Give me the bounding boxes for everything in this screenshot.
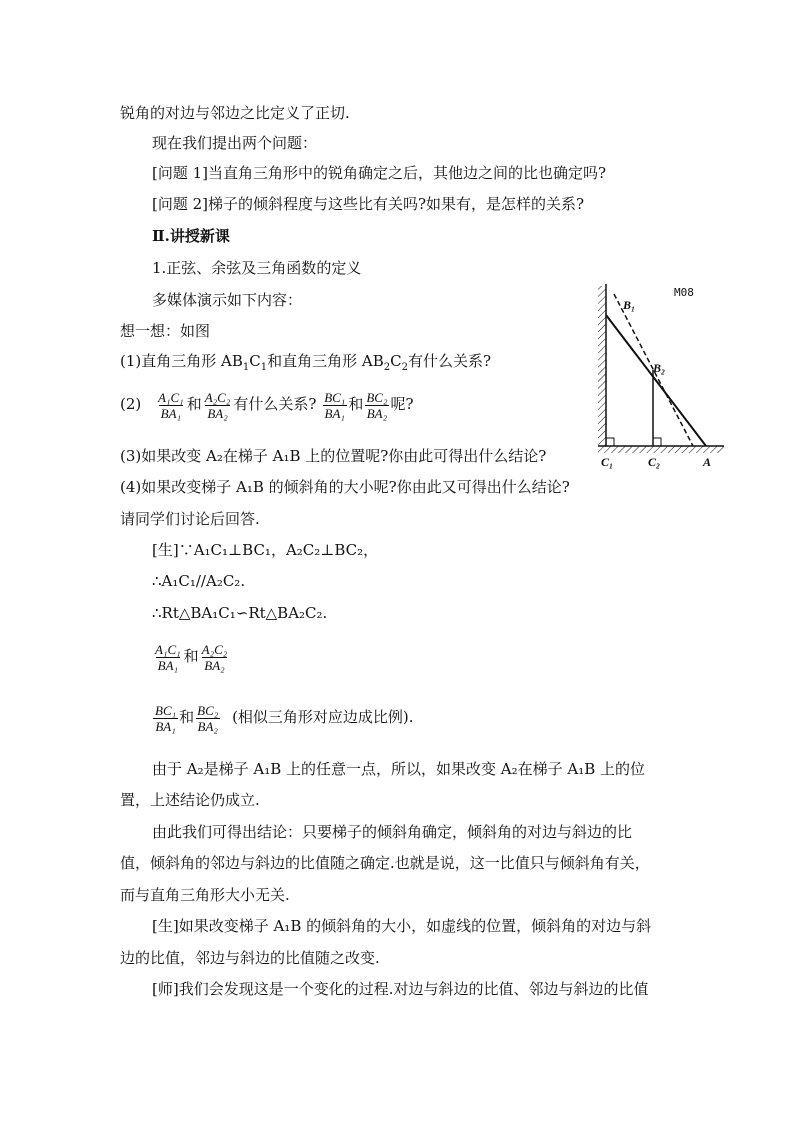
fraction: $\frac{\text{BC₂}}{\text{BA₂}}$ (366, 389, 388, 421)
text-line: 多媒体演示如下内容： (152, 291, 303, 309)
right-angle-mark (653, 438, 661, 446)
math-line: ∴Rt△BA₁C₁∽Rt△BA₂C₂. (152, 604, 328, 622)
label-a: A (703, 455, 712, 469)
think-question-2: (2) $\frac{\text{A₁C₁}}{\text{BA₁}}$ 和 $\frac{\text{A₂C₂}}{\text{BA₂}}$ 有什么关系? $\frac{\text{BC₁}}{\text{BA₁}}$ 和 $\frac{\text{BC₂}}{\text{BA₂}}$ 呢? (120, 389, 414, 421)
fraction: $\frac{\text{A₂C₂}}{\text{BA₂}}$ (201, 641, 228, 673)
ladder-line (606, 315, 706, 446)
paragraph-line: 边的比值，邻边与斜边的比值随之改变. (120, 949, 380, 967)
fraction: $\frac{\text{A₁C₁}}{\text{BA₁}}$ (155, 641, 181, 673)
fraction: $\frac{\text{A₁C₁}}{\text{BA₁}}$ (158, 389, 184, 421)
text-line: 现在我们提出两个问题： (152, 134, 318, 152)
math-line: ∴A₁C₁//A₂C₂. (152, 572, 246, 590)
label-b2: B₂ (653, 361, 666, 375)
figure-code: M08 (674, 286, 694, 299)
fraction: $\frac{\text{BC₂}}{\text{BA₂}}$ (197, 702, 219, 734)
think-question-1: (1)直角三角形 $AB_1C_1$和直角三角形 $AB_2C_2$有什么关系? (120, 352, 492, 373)
fraction-line-2: $\frac{\text{BC₁}}{\text{BA₁}}$ 和 $\frac{\text{BC₂}}{\text{BA₂}}$ (相似三角形对应边成比例). (155, 702, 414, 734)
paragraph-line: [师]我们会发现这是一个变化的过程.对边与斜边的比值、邻边与斜边的比值 (152, 980, 649, 998)
label-c2: C₂ (648, 455, 661, 469)
paragraph-line: 由于 A₂是梯子 A₁B 上的任意一点，所以，如果改变 A₂在梯子 A₁B 上的位 (152, 760, 646, 778)
ground-hatching (598, 446, 724, 453)
student-answer: [生]∵A₁C₁⊥BC₁，A₂C₂⊥BC₂， (152, 541, 379, 559)
section-heading: Ⅱ.讲授新课 (152, 227, 230, 245)
wall-hatching (598, 286, 606, 446)
ladder-figure (586, 280, 736, 476)
text-line: 想一想：如图 (120, 322, 211, 340)
paragraph-line: [生]如果改变梯子 A₁B 的倾斜角的大小，如虚线的位置，倾斜角的对边与斜 (152, 917, 652, 935)
label-c1: C₁ (601, 455, 614, 469)
text-line: 锐角的对边与邻边之比定义了正切. (120, 104, 350, 122)
paragraph-line: 值，倾斜角的邻边与斜边的比值随之确定.也就是说，这一比值只与倾斜角有关， (120, 854, 650, 872)
label-b1: B₁ (623, 298, 636, 312)
think-question-3: (3)如果改变 A₂在梯子 A₁B 上的位置呢?你由此可得出什么结论? (120, 447, 547, 465)
paragraph-line: 置，上述结论仍成立. (120, 791, 260, 809)
question-2: [问题 2]梯子的倾斜程度与这些比有关吗?如果有，是怎样的关系? (152, 195, 585, 213)
fraction: $\frac{\text{BC₁}}{\text{BA₁}}$ (155, 702, 177, 734)
question-1: [问题 1]当直角三角形中的锐角确定之后，其他边之间的比也确定吗? (152, 164, 607, 182)
text-line: 请同学们讨论后回答. (120, 510, 260, 528)
think-question-4: (4)如果改变梯子 A₁B 的倾斜角的大小呢?你由此又可得出什么结论? (120, 478, 570, 496)
fraction: $\frac{\text{BC₁}}{\text{BA₁}}$ (324, 389, 346, 421)
subsection-heading: 1.正弦、余弦及三角函数的定义 (152, 259, 362, 277)
fraction: $\frac{\text{A₂C₂}}{\text{BA₂}}$ (204, 389, 231, 421)
right-angle-mark (606, 438, 614, 446)
paragraph-line: 由此我们可得出结论：只要梯子的倾斜角确定，倾斜角的对边与斜边的比 (152, 823, 633, 841)
fraction-line-1: $\frac{\text{A₁C₁}}{\text{BA₁}}$ 和 $\frac{\text{A₂C₂}}{\text{BA₂}}$ (155, 641, 228, 673)
paragraph-line: 而与直角三角形大小无关. (120, 886, 290, 904)
